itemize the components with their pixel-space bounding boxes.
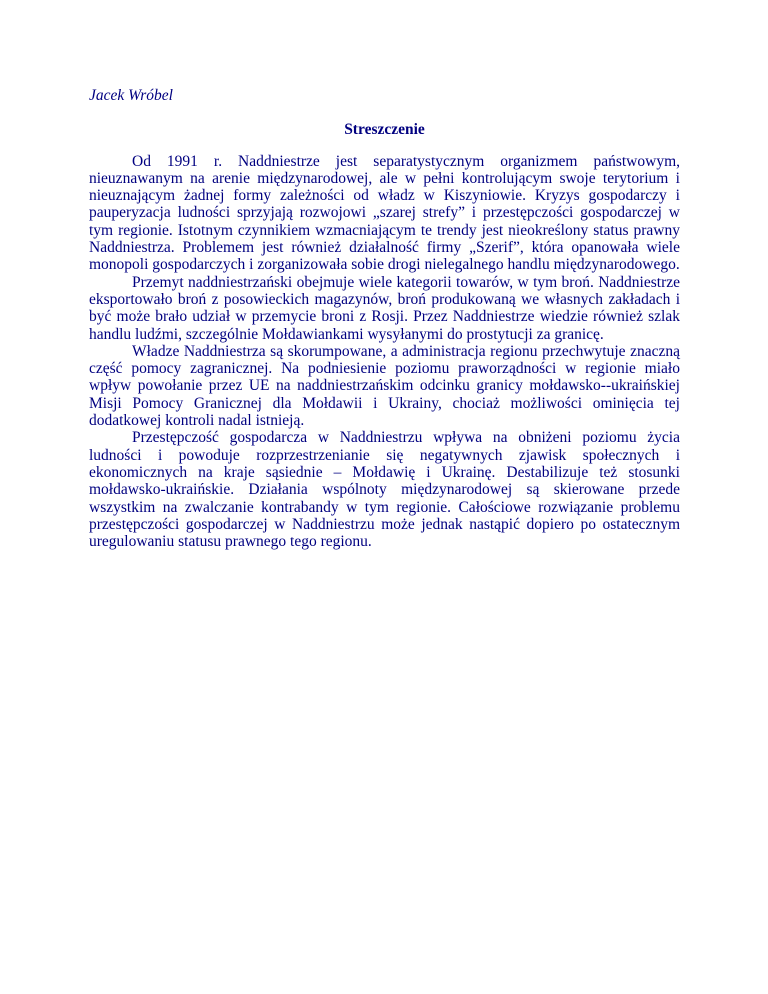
- paragraph-3: Władze Naddniestrza są skorumpowane, a administracja regionu przechwytuje znaczną część pomocy zagranicznej. Na podniesienie poziomu praworządności w regionie miało wpływ powołanie przez UE na naddniestrzańskim odcinku granicy mołdawsko--ukraińskiej Misji Pomocy Granicznej dla Mołdawii i Ukrainy, chociaż możliwości ominięcia tej dodatkowej kontroli nadal istnieją.: [89, 342, 680, 430]
- paragraph-1: Od 1991 r. Naddniestrze jest separatystycznym organizmem państwowym, nieuznawanym na arenie międzynarodowej, ale w pełni kontrolującym swoje terytorium i nieuznającym żadnej formy zależności od władz w Kiszyniowie. Kryzys gospodarczy i pauperyzacja ludności sprzyjają rozwojowi „szarej strefy” i przestępczości gospodarczej w tym regionie. Istotnym czynnikiem wzmacniającym te trendy jest nieokreślony status prawny Naddniestrza. Problemem jest również działalność firmy „Szerif”, która opanowała wiele monopoli gospodarczych i zorganizowała sobie drogi nielegalnego handlu międzynarodowego.: [89, 152, 680, 274]
- paragraph-4: Przestępczość gospodarcza w Naddniestrzu wpływa na obniżeni poziomu życia ludności i powoduje rozprzestrzenianie się negatywnych zjawisk społecznych i ekonomicznych na kraje sąsiednie – Mołdawię i Ukrainę. Destabilizuje też stosunki mołdawsko-ukraińskie. Działania wspólnoty międzynarodowej są skierowane przede wszystkim na zwalczanie kontrabandy w tym regionie. Całościowe rozwiązanie problemu przestępczości gospodarczej w Naddniestrzu może jednak nastąpić dopiero po ostatecznym uregulowaniu statusu prawnego tego regionu.: [89, 429, 680, 551]
- document-page: [89, 87, 680, 550]
- section-heading: Streszczenie: [344, 121, 425, 139]
- author-name: Jacek Wróbel: [89, 87, 173, 104]
- paragraph-2: Przemyt naddniestrzański obejmuje wiele kategorii towarów, w tym broń. Naddniestrze eksportowało broń z posowieckich magazynów, broń produkowaną we własnych zakładach i być może brało udział w przemycie broni z Rosji. Przez Naddniestrze wiedzie również szlak handlu ludźmi, szczególnie Mołdawiankami wysyłanymi do prostytucji za granicę.: [89, 273, 680, 343]
